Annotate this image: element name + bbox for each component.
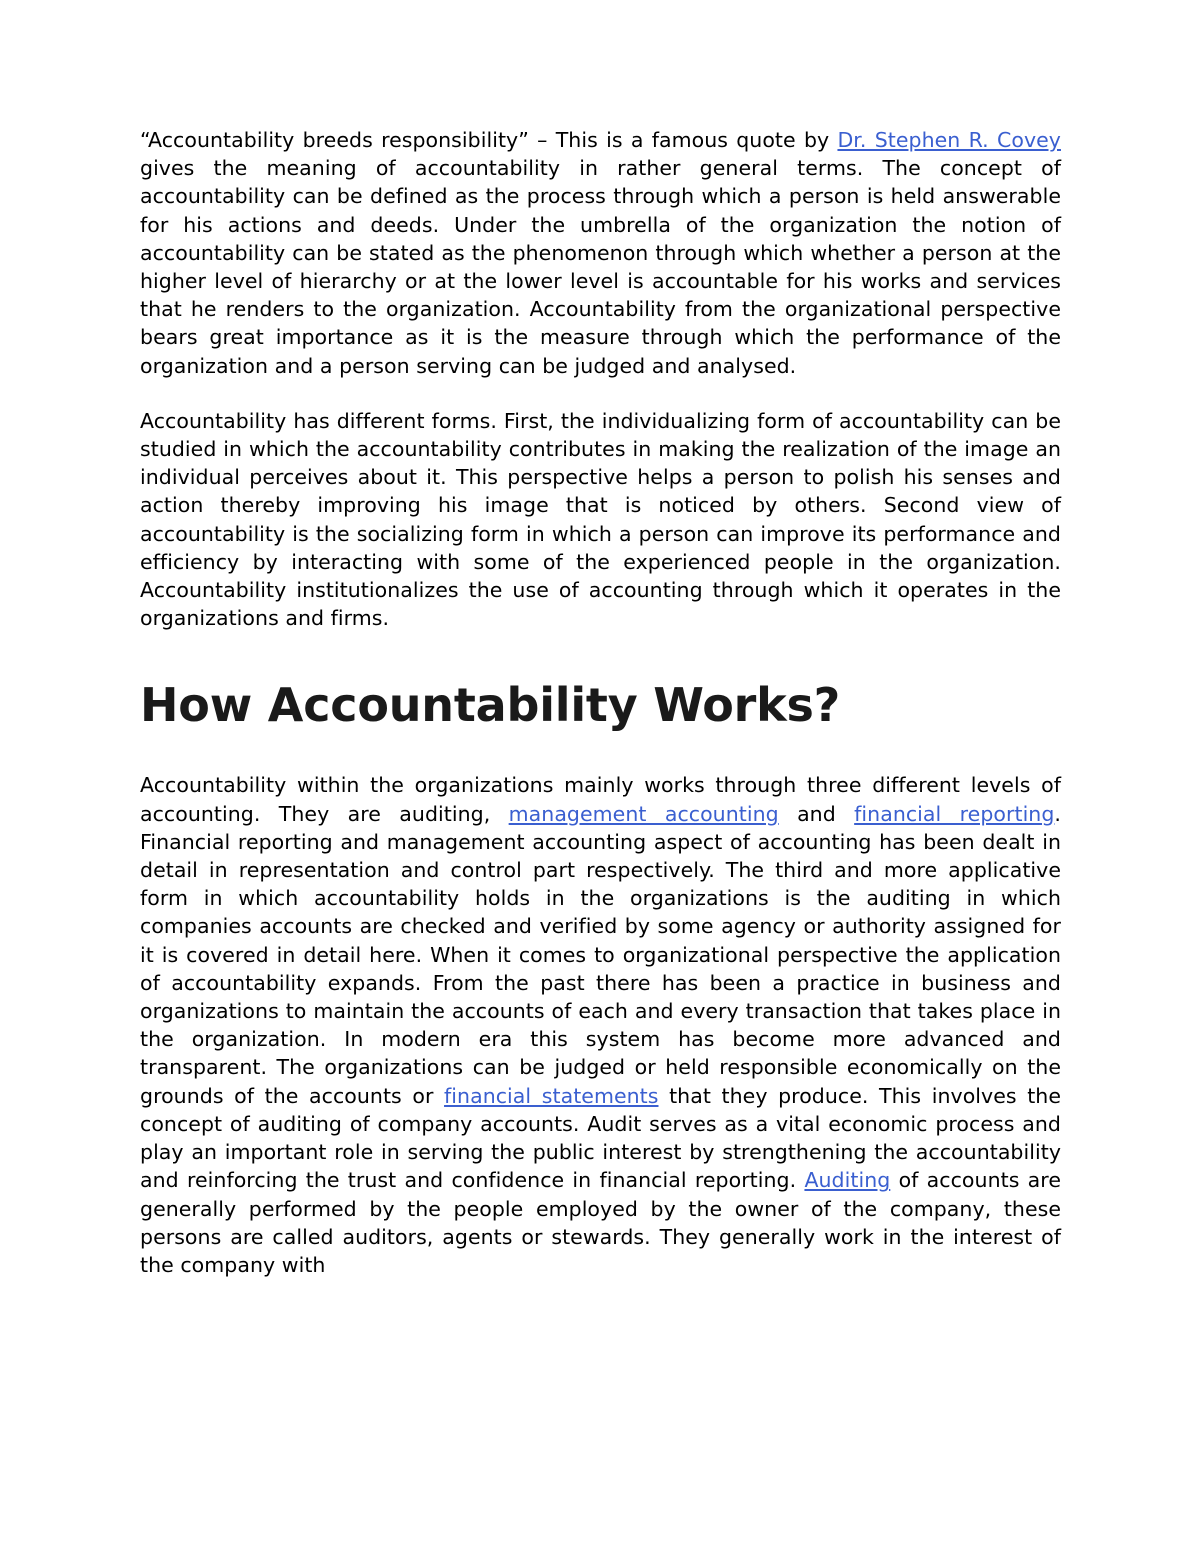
paragraph-2 [140,407,1061,633]
section-heading-container [140,679,1061,731]
paragraph-1 [140,126,1061,380]
paragraph-2-text: Accountability has different forms. First, the individualizing form of accountability can be studied in which the accountability contributes in making the realization of the image an individual perceives about it. This perspective helps a person to polish his senses and action thereby improving his image that is noticed by others. Second view of accountability is the socializing form in which a person can improve its performance and efficiency by interacting with some of the experienced people in the organization. Accountability institutionalizes the use of accounting through which it operates in the organizations and firms. [140,408,1061,631]
paragraph-3-text-segment-4: that they produce. This involves the concept of auditing of company accounts. Audit serves as a vital economic process and play an important role in serving the public interest by strengthening the accountability and reinforcing the trust and confidence in financial reporting. [140,1083,1061,1193]
paragraph-3-text-segment-5: of accounts are generally performed by the people employed by the owner of the company, these persons are called auditors, agents or stewards. They generally work in the interest of the company with [140,1168,1061,1277]
paragraph-3 [140,771,1061,1279]
paragraph-3-text-segment-3: . Financial reporting and management accounting aspect of accounting has been dealt in detail in representation and control part respectively. The third and more applicative form in which accountability holds in the organizations is the auditing in which companies accounts are checked and verified by some agency or authority assigned for it is covered in detail here. When it comes to organizational perspective the application of accountability expands. From the past there has been a practice in business and organizations to maintain the accounts of each and every transaction that takes place in the organization. In modern era this system has become more advanced and transparent. The organizations can be judged or held responsible economically on the grounds of the accounts or [140,801,1061,1108]
link-financial-reporting[interactable]: financial reporting [854,801,1055,826]
link-management-accounting[interactable]: management accounting [508,801,779,826]
paragraph-1-text-segment-1: “Accountability breeds responsibility” – This is a famous quote by [140,128,838,152]
link-auditing[interactable]: Auditing [804,1168,891,1193]
paragraph-1-text-segment-2: gives the meaning of accountability in rather general terms. The concept of accountability can be defined as the process through which a person is held answerable for his actions and deeds. Under the umbrella of the organization the notion of accountability can be stated as the phenomenon through which whether a person at the higher level of hierarchy or at the lower level is accountable for his works and services that he renders to the organization. Accountability from the organizational perspective bears great importance as it is the measure through which the performance of the organization and a person serving can be judged and analysed. [140,156,1061,378]
document-content [140,126,1061,1279]
paragraph-3-text-segment-2: and [778,801,855,826]
link-financial-statements[interactable]: financial statements [444,1083,659,1108]
link-dr-stephen-r-covey[interactable]: Dr. Stephen R. Covey [837,128,1061,152]
page-title-how-accountability-works: How Accountability Works? [140,678,841,733]
paragraph-3-text-segment-1: Accountability within the organizations mainly works through three different levels of accounting. They are auditing, [140,773,1061,826]
